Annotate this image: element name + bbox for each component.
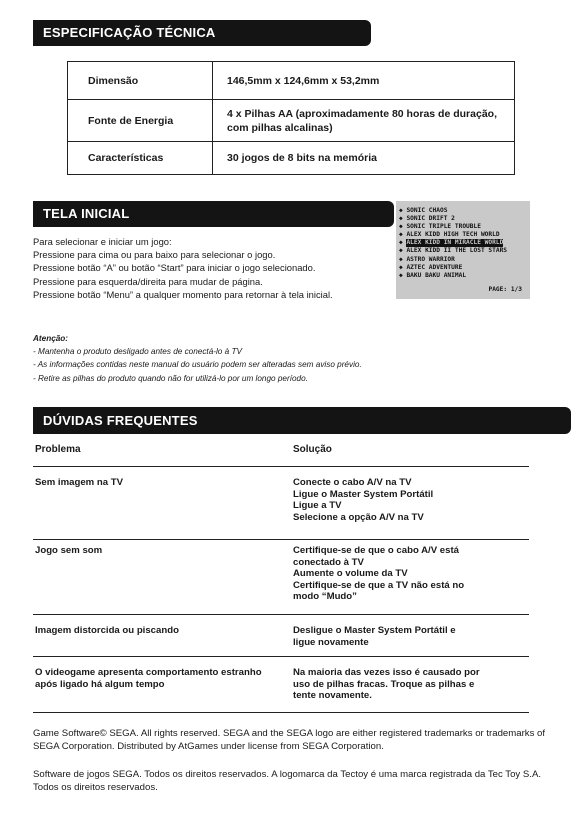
faq-problem: Jogo sem som — [35, 545, 103, 556]
instruction-line: Pressione botão “Menu” a qualquer momento para retornar à tela inicial. — [33, 288, 333, 300]
faq-problem: Imagem distorcida ou piscando — [35, 625, 179, 636]
faq-solution: Desligue o Master System Portátil e ligue novamente — [293, 625, 456, 648]
faq-row — [33, 614, 529, 657]
spec-table — [67, 61, 515, 175]
game-menu-screenshot — [396, 201, 530, 299]
copyright-pt: Software de jogos SEGA. Todos os direitos reservados. A logomarca da Tectoy é uma marca registrada da Tec Toy S.A. Todos os direitos reservados. — [33, 769, 542, 794]
faq-row — [33, 539, 529, 615]
game-title: BAKU BAKU ANIMAL — [406, 271, 467, 279]
attention-item: - As informações contidas neste manual do usuário podem ser alteradas sem aviso prévio. — [33, 360, 362, 370]
game-menu-item: ◆ ALEX KIDD II THE LOST STARS — [399, 247, 508, 255]
faq-problem: O videogame apresenta comportamento estranho após ligado há algum tempo — [35, 667, 262, 690]
game-menu-item: ◆ ALEX KIDD HIGH TECH WORLD — [399, 231, 500, 239]
game-title: ALEX KIDD HIGH TECH WORLD — [406, 231, 500, 239]
faq-col-solution: Solução — [293, 444, 332, 455]
spec-label: Fonte de Energia — [68, 100, 213, 142]
instruction-line: Pressione para esquerda/direita para mudar de página. — [33, 275, 263, 287]
faq-heading: DÚVIDAS FREQUENTES — [33, 407, 571, 434]
game-menu-item: ◆ SONIC DRIFT 2 — [399, 215, 455, 223]
faq-problem: Sem imagem na TV — [35, 477, 123, 488]
attention-notes — [33, 332, 362, 385]
faq-solution: Certifique-se de que o cabo A/V está conectado à TV Aumente o volume da TV Certifique-se de que a TV não está no modo “Mudo” — [293, 545, 465, 603]
spec-value: 4 x Pilhas AA (aproximadamente 80 horas de duração, com pilhas alcalinas) — [213, 100, 515, 142]
attention-item: - Retire as pilhas do produto quando não for utilizá-lo por um longo período. — [33, 373, 308, 383]
faq-solution: Na maioria das vezes isso é causado por uso de pilhas fracas. Troque as pilhas e tente novamente. — [293, 667, 480, 702]
spec-label: Características — [68, 142, 213, 175]
spec-row — [68, 100, 515, 142]
tela-instructions — [33, 235, 333, 301]
game-title: ALEX KIDD IN MIRACLE WORLD — [406, 239, 504, 247]
spec-row — [68, 62, 515, 100]
game-menu-item: ◆ SONIC CHAOS — [399, 207, 448, 214]
spec-row — [68, 142, 515, 175]
spec-heading: ESPECIFICAÇÃO TÉCNICA — [33, 20, 371, 46]
spec-value: 146,5mm x 124,6mm x 53,2mm — [213, 62, 515, 100]
game-menu-item: ◆ SONIC TRIPLE TROUBLE — [399, 223, 481, 231]
faq-row — [33, 656, 529, 713]
game-title: SONIC CHAOS — [406, 207, 448, 214]
tela-heading: TELA INICIAL — [33, 201, 394, 227]
game-title: ALEX KIDD II THE LOST STARS — [406, 247, 508, 255]
instruction-line: Pressione para cima ou para baixo para selecionar o jogo. — [33, 249, 276, 261]
game-title: AZTEC ADVENTURE — [406, 263, 463, 271]
faq-col-problem: Problema — [35, 444, 81, 455]
faq-row — [33, 466, 529, 540]
game-menu-item: ◆ BAKU BAKU ANIMAL — [399, 271, 467, 279]
game-title: ASTRO WARRIOR — [406, 255, 455, 263]
game-title: SONIC DRIFT 2 — [406, 215, 455, 223]
game-menu-item: ◆ ASTRO WARRIOR — [399, 255, 455, 263]
instruction-line: Para selecionar e iniciar um jogo: — [33, 236, 172, 247]
attention-item: - Mantenha o produto desligado antes de conectá-lo à TV — [33, 347, 242, 357]
instruction-line: Pressione botão “A” ou botão “Start” para iniciar o jogo selecionado. — [33, 262, 316, 274]
game-title: SONIC TRIPLE TROUBLE — [406, 223, 481, 231]
game-menu-item-selected: ◆ ALEX KIDD IN MIRACLE WORLD — [399, 239, 504, 247]
attention-title: Atenção: — [33, 334, 69, 343]
page-indicator: PAGE: 1/3 — [488, 285, 522, 293]
copyright-en: Game Software© SEGA. All rights reserved. SEGA and the SEGA logo are either registered trademarks or trademarks of SEGA Corporation. Distributed by AtGames under license from SEGA Corporation. — [33, 728, 546, 753]
game-menu-item: ◆ AZTEC ADVENTURE — [399, 263, 463, 271]
spec-value: 30 jogos de 8 bits na memória — [227, 152, 377, 164]
faq-solution: Conecte o cabo A/V na TV Ligue o Master System Portátil Ligue a TV Selecione a opção A/V na TV — [293, 477, 434, 523]
spec-label: Dimensão — [68, 62, 213, 100]
